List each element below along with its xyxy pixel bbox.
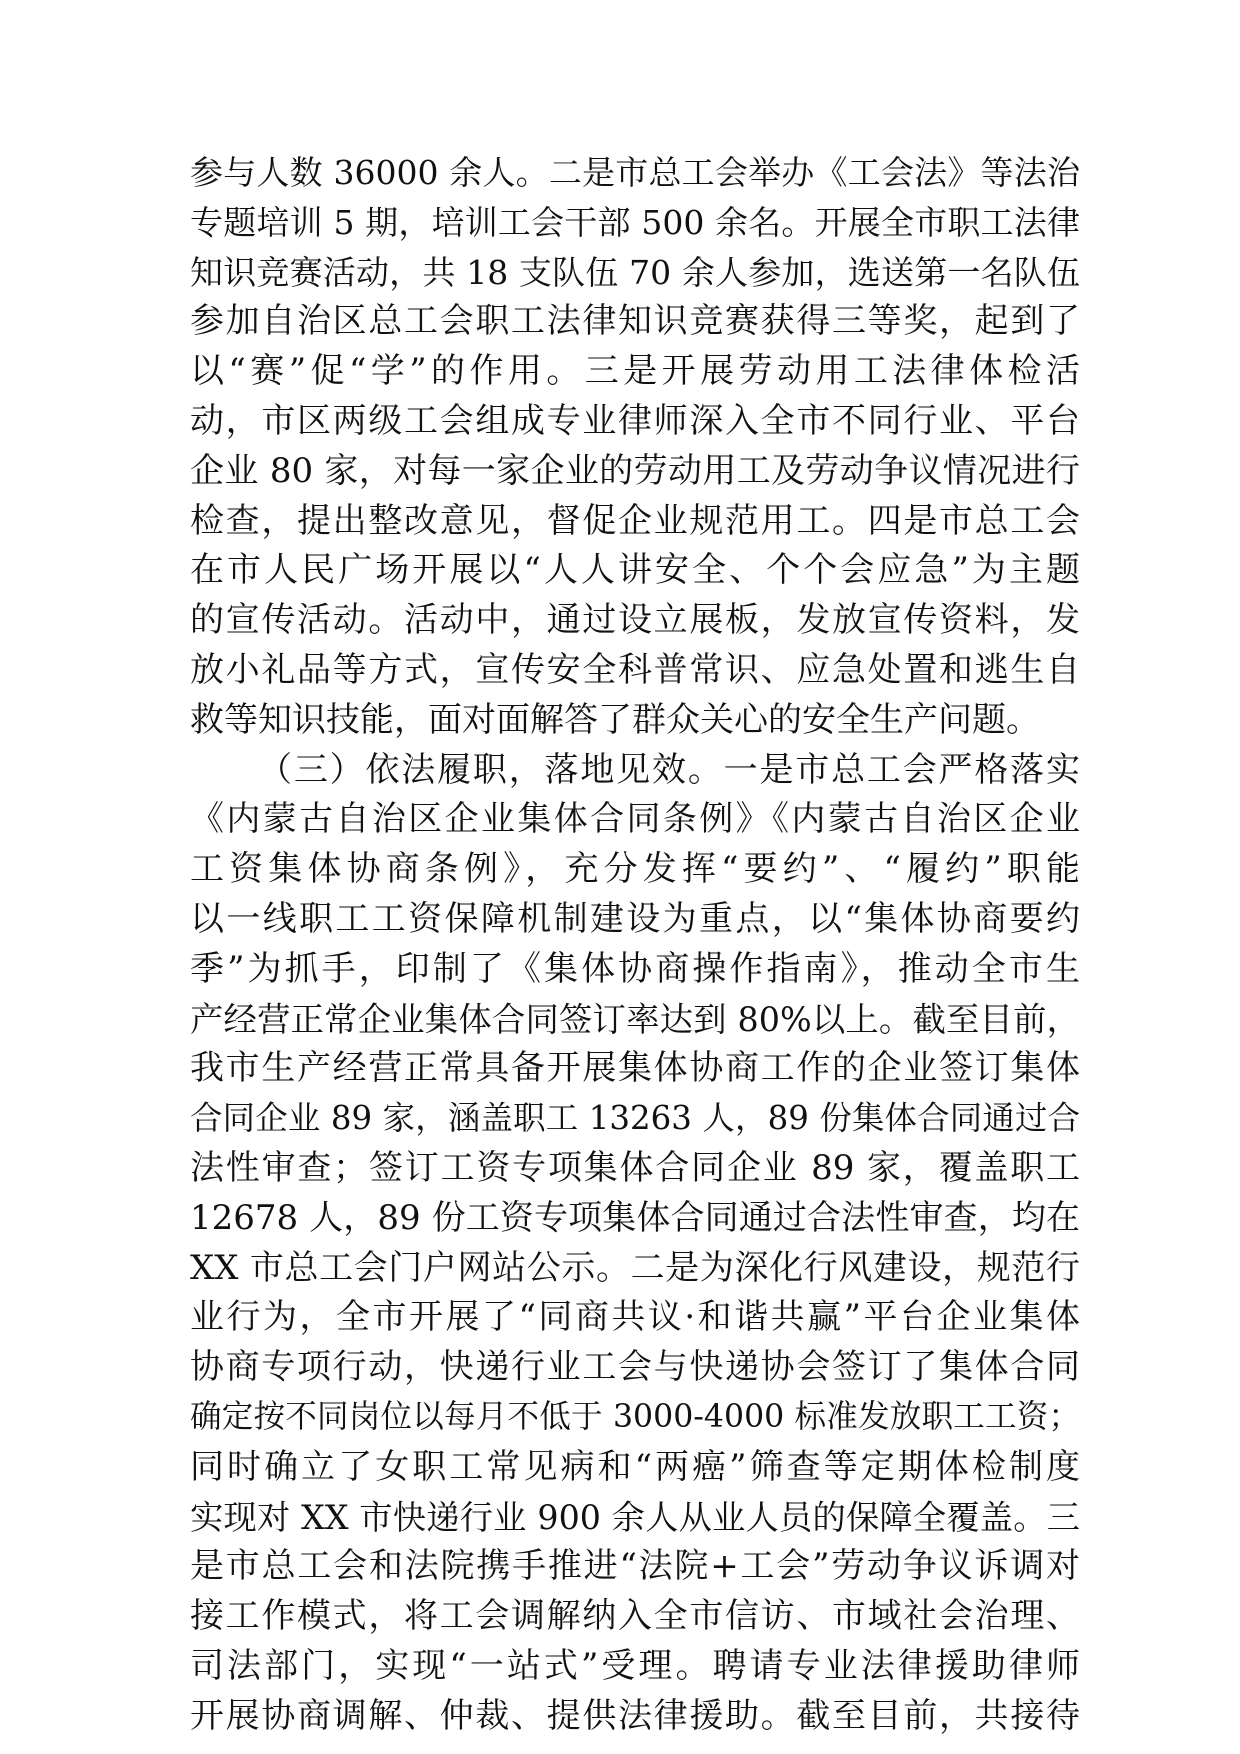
text-line: 动，市区两级工会组成专业律师深入全市不同行业、平台 [190, 400, 1080, 441]
text-line: 产经营正常企业集体合同签订率达到 80%以上。截至目前， [190, 999, 1080, 1039]
text-line: 是市总工会和法院携手推进“法院+工会”劳动争议诉调对 [190, 1546, 1080, 1587]
text-line: 季”为抓手，印制了《集体协商操作指南》，推动全市生 [190, 948, 1080, 989]
text-line: 司法部门，实现“一站式”受理。聘请专业法律援助律师 [190, 1645, 1080, 1686]
text-line: 合同企业 89 家，涵盖职工 13263 人，89 份集体合同通过合 [190, 1099, 1080, 1138]
text-line: 以“赛”促“学”的作用。三是开展劳动用工法律体检活 [190, 351, 1080, 392]
text-line: 实现对 XX 市快递行业 900 余人从业人员的保障全覆盖。三 [190, 1497, 1080, 1537]
text-line: 我市生产经营正常具备开展集体协商工作的企业签订集体 [190, 1048, 1080, 1089]
text-line: 协商专项行动，快递行业工会与快递协会签订了集体合同 [190, 1347, 1080, 1388]
text-line: XX 市总工会门户网站公示。二是为深化行风建设，规范行 [190, 1247, 1080, 1288]
text-line: 同时确立了女职工常见病和“两癌”筛查等定期体检制度 [190, 1446, 1080, 1487]
body-text [190, 148, 1080, 1742]
text-line: 救等知识技能，面对面解答了群众关心的安全生产问题。 [190, 699, 1040, 740]
text-line: 放小礼品等方式，宣传安全科普常识、应急处置和逃生自 [190, 649, 1080, 690]
text-line: 参与人数 36000 余人。二是市总工会举办《工会法》等法治 [190, 153, 1080, 192]
section-heading-line: （三）依法履职，落地见效。一是市总工会严格落实 [258, 749, 1080, 790]
text-line: 法性审查；签订工资专项集体合同企业 89 家，覆盖职工 [190, 1147, 1080, 1188]
text-line: 业行为，全市开展了“同商共议·和谐共赢”平台企业集体 [190, 1297, 1080, 1338]
text-line: 的宣传活动。活动中，通过设立展板，发放宣传资料，发 [190, 600, 1080, 641]
text-line: 《内蒙古自治区企业集体合同条例》《内蒙古自治区企业 [190, 799, 1080, 840]
text-line: 知识竞赛活动，共 18 支队伍 70 余人参加，选送第一名队伍 [190, 252, 1080, 292]
text-line: 参加自治区总工会职工法律知识竞赛获得三等奖，起到了 [190, 301, 1080, 342]
text-line: 企业 80 家，对每一家企业的劳动用工及劳动争议情况进行 [190, 450, 1080, 491]
text-line: 确定按不同岗位以每月不低于 3000-4000 标准发放职工工资； [190, 1398, 1080, 1435]
text-line: 专题培训 5 期，培训工会干部 500 余名。开展全市职工法律 [190, 202, 1080, 242]
text-line: 12678 人，89 份工资专项集体合同通过合法性审查，均在 [190, 1197, 1080, 1238]
text-line: 开展协商调解、仲裁、提供法律援助。截至目前，共接待 [190, 1695, 1080, 1736]
text-line: 接工作模式，将工会调解纳入全市信访、市域社会治理、 [190, 1596, 1080, 1637]
text-line: 工资集体协商条例》，充分发挥“要约”、“履约”职能 [190, 849, 1080, 890]
text-line: 以一线职工工资保障机制建设为重点，以“集体协商要约 [190, 898, 1080, 939]
text-line: 在市人民广场开展以“人人讲安全、个个会应急”为主题 [190, 550, 1080, 591]
text-line: 检查，提出整改意见，督促企业规范用工。四是市总工会 [190, 500, 1080, 541]
